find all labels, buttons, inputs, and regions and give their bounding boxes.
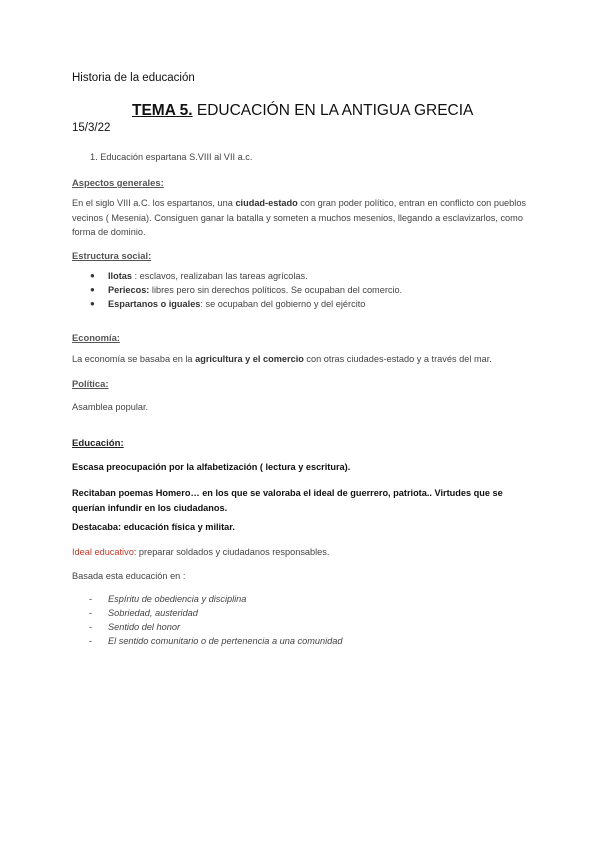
- paragraph-destacaba: Destacaba: educación física y militar.: [72, 522, 235, 532]
- dash-icon: -: [89, 594, 93, 604]
- dash-icon: -: [89, 608, 93, 618]
- list-item: [90, 271, 402, 285]
- list-item-text: : se ocupaban del gobierno y del ejército: [200, 299, 366, 309]
- ideal-label: Ideal educativo: [72, 547, 134, 557]
- numbered-item-1: 1. Educación espartana S.VIII al VII a.c.: [90, 152, 253, 162]
- heading-estructura-social: Estructura social:: [72, 250, 152, 261]
- virtues-list: [89, 594, 343, 650]
- paragraph-ideal-educativo: [72, 547, 329, 557]
- paragraph-alfabetizacion: Escasa preocupación por la alfabetización ( lectura y escritura).: [72, 462, 351, 472]
- date: 15/3/22: [72, 122, 111, 134]
- list-item-term: Periecos:: [108, 285, 150, 295]
- heading-politica: Política:: [72, 378, 109, 389]
- list-item: [89, 622, 342, 636]
- list-item-term: Espartanos o iguales: [108, 299, 201, 309]
- economia-text-c: con otras ciudades-estado y a través del mar.: [303, 354, 492, 364]
- aspectos-text-c: con gran poder político, entran en conflicto con pueblos vecinos ( Mesenia). Consiguen ganar la batalla y someten a muchos mesenios, llegando a esclavizarlos, como forma de dominio.: [72, 198, 527, 237]
- list-item: [89, 594, 342, 608]
- list-item-text: Sobriedad, austeridad: [108, 608, 198, 618]
- list-item-text: El sentido comunitario o de pertenencia a una comunidad: [108, 636, 343, 646]
- paragraph-poemas: Recitaban poemas Homero… en los que se valoraba el ideal de guerrero, patriota.. Virtudes que se querían infundir en los ciudadanos.: [72, 488, 503, 513]
- bullet-icon: ●: [90, 271, 95, 280]
- heading-educacion: Educación:: [72, 438, 124, 449]
- list-item-text: libres pero sin derechos políticos. Se ocupaban del comercio.: [149, 285, 403, 295]
- list-item: [89, 636, 343, 650]
- paragraph-aspectos: [72, 196, 532, 240]
- aspectos-text-a: En el siglo VIII a.C. los espartanos, una: [72, 198, 236, 208]
- heading-aspectos-generales: Aspectos generales:: [72, 177, 164, 188]
- estructura-list: [90, 271, 403, 313]
- heading-economia: Economía:: [72, 332, 120, 343]
- paragraph-economia: [72, 354, 492, 364]
- page-title: [132, 102, 473, 120]
- paragraph-basada: Basada esta educación en :: [72, 571, 186, 581]
- list-item-term: Ilotas: [108, 271, 132, 281]
- list-item: [90, 299, 402, 313]
- aspectos-text-b: ciudad-estado: [235, 198, 298, 208]
- dash-icon: -: [89, 636, 93, 646]
- list-item-text: Sentido del honor: [108, 622, 181, 632]
- title-text: EDUCACIÓN EN LA ANTIGUA GRECIA: [192, 102, 474, 119]
- paragraph-politica: Asamblea popular.: [72, 402, 149, 412]
- title-number: TEMA 5.: [132, 102, 193, 119]
- list-item-text: Espíritu de obediencia y disciplina: [108, 594, 247, 604]
- document-header: Historia de la educación: [72, 72, 195, 84]
- bullet-icon: ●: [90, 299, 95, 308]
- bullet-icon: ●: [90, 285, 95, 294]
- economia-text-b: agricultura y el comercio: [195, 354, 304, 364]
- ideal-text: : preparar soldados y ciudadanos responsables.: [133, 547, 330, 557]
- list-item: [89, 608, 342, 622]
- list-item: [90, 285, 403, 299]
- economia-text-a: La economía se basaba en la: [72, 354, 196, 364]
- list-item-text: : esclavos, realizaban las tareas agrícolas.: [132, 271, 308, 281]
- dash-icon: -: [89, 622, 93, 632]
